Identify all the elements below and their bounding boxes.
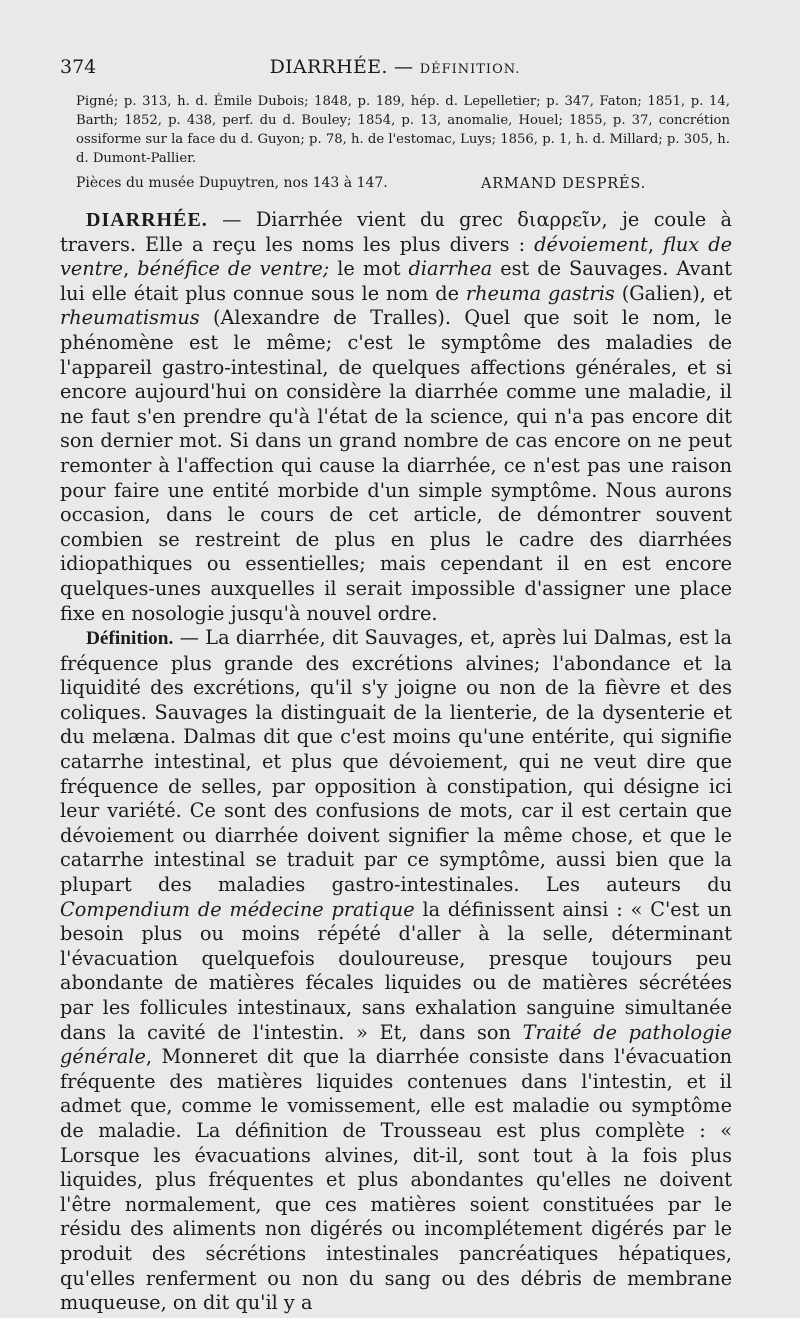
intro-paragraph xyxy=(60,208,732,626)
article-body xyxy=(60,208,732,1316)
intro-italic: dévoiement xyxy=(534,232,648,256)
intro-text: est de Sauvages. Avant lui elle était plus connue sous le nom de xyxy=(60,257,733,305)
intro-text: (Galien), et xyxy=(614,281,732,305)
bibliography-block xyxy=(76,92,730,168)
definition-paragraph xyxy=(60,626,732,1316)
definition-text: — La diarrhée, dit Sauvages, et, après lui Dalmas, est la fréquence plus grande des excrétions alvines; l'abondance et la liquidité des excrétions, qu'il s'y joigne ou non de la fièvre et des coliques. Sauvages la distinguait de la lienterie, de la dysenterie et du melæna. Dalmas dit que c'est moins qu'une entérite, qui signifie catarrhe intestinal, et plus que dévoiement, qui ne veut dire que fréquence de selles, par opposition à constipation, qui désigne ici leur variété. Ce sont des confusions de mots, car il est certain que dévoiement ou diarrhée doivent signifier la même chose, et que le catarrhe intestinal se traduit par ce symptôme, aussi bien que la plupart des maladies gastro-intestinales. Les auteurs du xyxy=(60,626,732,897)
bibliography-entries: Pigné; p. 313, h. d. Émile Dubois; 1848, p. 189, hép. d. Lepelletier; p. 347, Faton; 1851, p. 14, Barth; 1852, p. 438, perf. du d. Bouley; 1854, p. 13, anomalie, Houel; 1855, p. 37, concrétion ossiforme sur la face du d. Guyon; p. 78, h. de l'estomac, Luys; 1856, p. 1, h. d. Millard; p. 305, h. d. Dumont-Pallier. xyxy=(76,94,730,166)
intro-italic: flux de ventre xyxy=(60,232,732,281)
definition-text: , Monneret dit que la diarrhée consiste dans l'évacuation fréquente des matières liquides contenues dans l'intestin, et il admet que, comme le vomissement, elle est maladie ou symptôme de maladie. La définition de Trousseau est plus complète : « Lorsque les évacuations alvines, dit-il, sont tout à la fois plus liquides, plus fréquentes et plus abondantes qu'elles ne doivent l'être normalement, que ces matières soient constituées par le résidu des aliments non digérés ou incomplétement digérés par le produit des sécrétions intestinales pancréatiques hépatiques, qu'elles renferment ou non du sang ou des débris de membrane muqueuse, on dit qu'il y a xyxy=(60,1045,732,1315)
definition-italic: Compendium de médecine pratique xyxy=(60,897,415,921)
page-header xyxy=(60,56,730,86)
intro-text: le mot xyxy=(329,257,409,281)
page-number: 374 xyxy=(60,56,97,78)
article-title: DIARRHÉE. xyxy=(86,209,208,231)
running-title-separator: — xyxy=(387,56,420,78)
intro-italic: bénéfice de ventre; xyxy=(137,257,330,281)
definition-heading: Définition. xyxy=(86,628,174,650)
intro-text: (Alexandre de Tralles). Quel que soit le nom, le phénomène est le même; c'est le symptôme des maladies de l'appareil gastro-intestinal, de quelques affections générales, et si encore aujourd'hui on considère la diarrhée comme une maladie, il ne faut s'en prendre qu'à l'état de la science, qui n'a pas encore dit son dernier mot. Si dans un grand nombre de cas encore on ne peut remonter à l'affection qui cause la diarrhée, ce n'est pas une raison pour faire une entité morbide d'un simple symptôme. Nous aurons occasion, dans le cours de cet article, de démontrer souvent combien se restreint de plus en plus le cadre des diarrhées idiopathiques ou essentielles; mais cependant il en est encore quelques-unes auxquelles il serait impossible d'assigner une place fixe en nosologie jusqu'à nouvel ordre. xyxy=(60,306,732,625)
running-title xyxy=(60,56,730,78)
intro-italic: rheuma gastris xyxy=(465,281,615,305)
intro-text: — Diarrhée vient du grec διαρρεῖν, je coule à travers. Elle a reçu les noms les plus divers : xyxy=(60,208,732,256)
running-title-section: DÉFINITION. xyxy=(419,62,521,77)
museum-pieces-line xyxy=(76,173,730,193)
running-title-main: DIARRHÉE. xyxy=(269,56,388,78)
author-signature: ARMAND DESPRÉS. xyxy=(480,176,646,192)
intro-italic: diarrhea xyxy=(408,257,493,281)
intro-italic: rheumatismus xyxy=(60,306,200,330)
museum-pieces-text: Pièces du musée Dupuytren, nos 143 à 147. xyxy=(76,175,388,191)
intro-text: , xyxy=(647,232,664,256)
definition-italic: Traité de pathologie générale xyxy=(60,1020,732,1069)
intro-text: , xyxy=(123,257,138,281)
definition-text: la définissent ainsi : « C'est un besoin plus ou moins répété d'aller à la selle, déterminant l'évacuation quelquefois douloureuse, presque toujours peu abondante de matières fécales liquides ou de matières sécrétées par les follicules intestinaux, sans exhalation sanguine simultanée dans la cavité de l'intestin. » Et, dans son xyxy=(60,897,732,1044)
